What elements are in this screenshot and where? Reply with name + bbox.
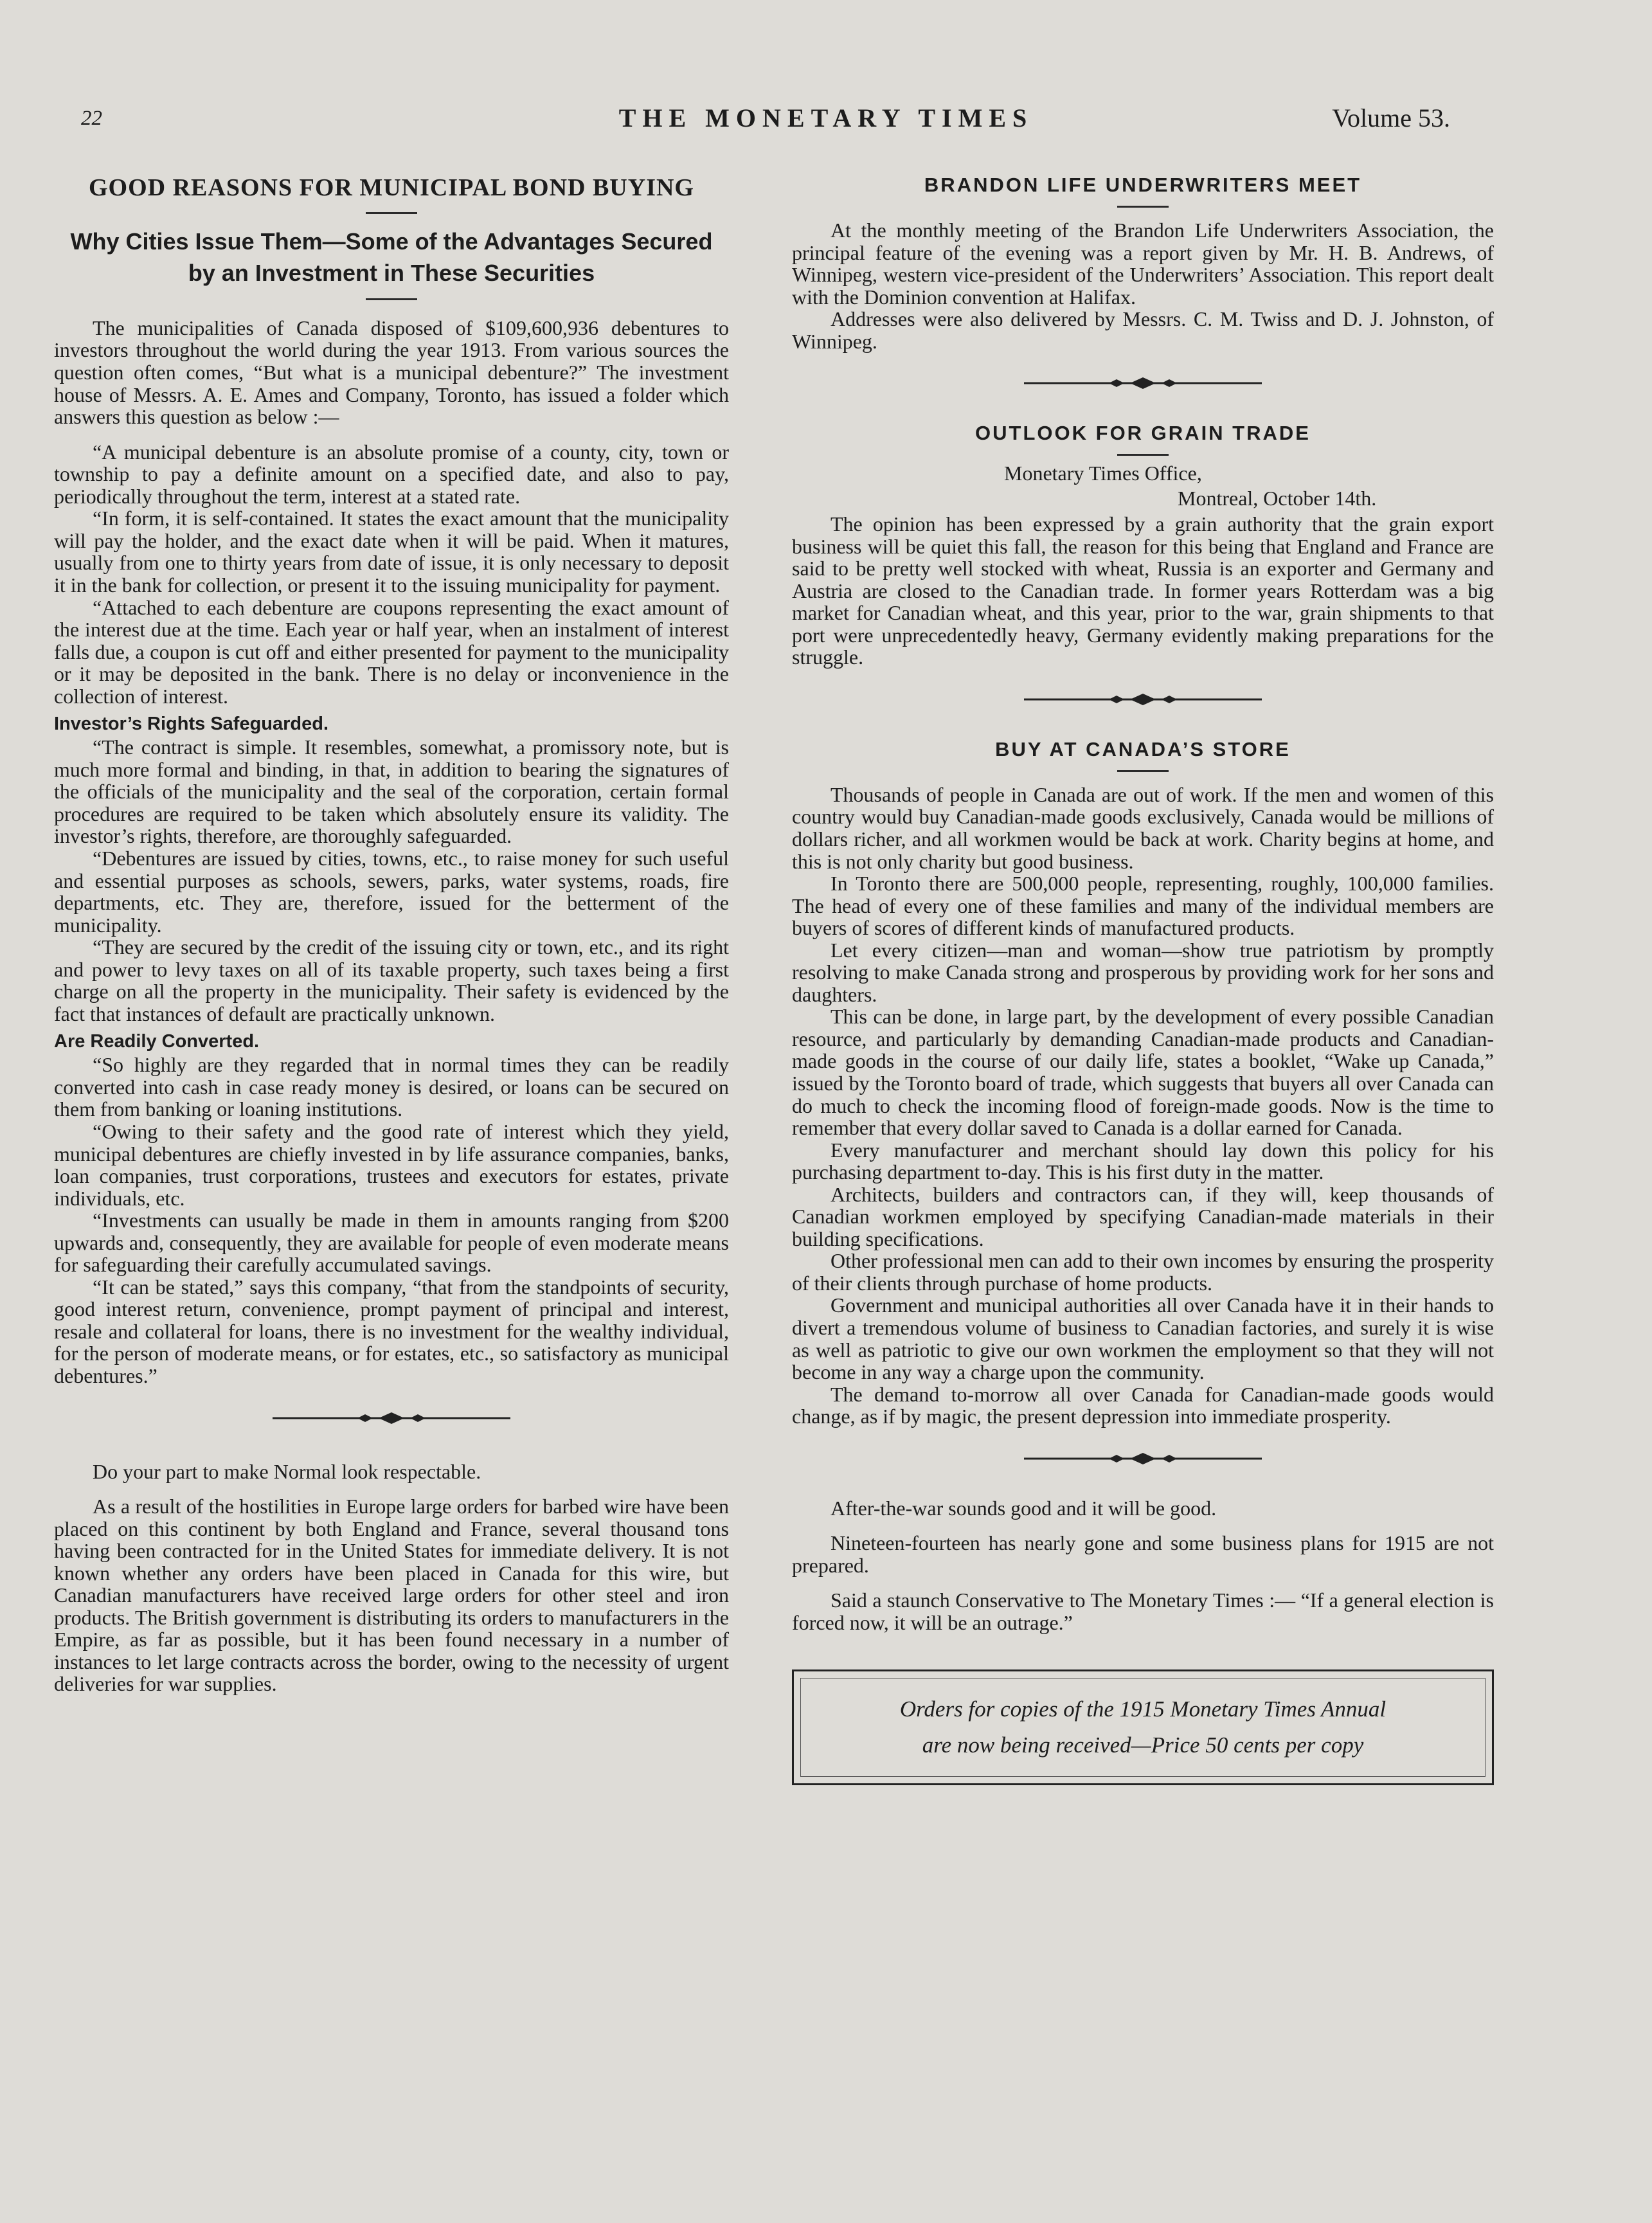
article-headline: BUY AT CANADA’S STORE	[995, 737, 1291, 760]
article-headline: OUTLOOK FOR GRAIN TRADE	[975, 422, 1311, 445]
rule-divider	[1117, 770, 1169, 772]
paragraph: “They are secured by the credit of the issuing city or town, etc., and its right and power to levy taxes on all of its taxable property, such taxes being a first charge on all the property in the municipality. Their safety is evidenced by the fact that instances of default are practically unknown.	[54, 935, 729, 1025]
paragraph: The opinion has been expressed by a grain authority that the grain export business will be quiet this fall, the reason for this being that England and France are said to be pretty well stocked with wheat, Russia is an exporter and Germany and Austria are closed to the Canadian trade. In former years Rotterdam was a big market for Canadian wheat, and this year, prior to the war, grain shipments to that port were unprecedentedly heavy, Germany evidently making preparations for the struggle.	[792, 512, 1494, 669]
paragraph: Addresses were also delivered by Messrs. C. M. Twiss and D. J. Johnston, of Winnipeg.	[792, 307, 1494, 353]
paragraph: Government and municipal authorities all over Canada have it in their hands to divert a tremendous volume of business to Canadian factories, and surely it is wise as well as patriotic to give our own workmen the employment so that they will not become in any way a charge upon the community.	[792, 1293, 1494, 1384]
paragraph: This can be done, in large part, by the development of every possible Canadian resource, and particularly by demanding Canadian-made products and Canadian-made goods in the course of our daily life, states a booklet, “Wake up Canada,” issued by the Toronto board of trade, which suggests that buyers all over Canada can do much to check the incoming flood of foreign-made goods. Now is the time to remember that every dollar saved to Canada is a dollar earned for Canada.	[792, 1005, 1494, 1140]
dateline: Montreal, October 14th.	[1178, 486, 1377, 510]
paragraph: The demand to-morrow all over Canada for Canadian-made goods would change, as if by magic, the present depression into immediate prosperity.	[792, 1382, 1494, 1428]
paragraph: “So highly are they regarded that in normal times they can be readily converted into cash in case ready money is desired, or loans can be secured on them from banking or loaning institutions.	[54, 1053, 729, 1121]
paragraph: “In form, it is self-contained. It states the exact amount that the municipality will pay the holder, and the exact date when it will be paid. When it matures, usually from one to thirty years from date of issue, it is only necessary to deposit it in the bank for collection, or present it to the issuing municipality for payment.	[54, 507, 729, 597]
article-headline: BRANDON LIFE UNDERWRITERS MEET	[924, 174, 1362, 196]
paragraph: Every manufacturer and merchant should lay down this policy for his purchasing department to-day. This is his first duty in the matter.	[792, 1138, 1494, 1184]
paragraph: As a result of the hostilities in Europe large orders for barbed wire have been placed on this continent by both England and France, several thousand tons having been contracted for in the United States for immediate delivery. It is not known whether any orders have been placed in Canada for this wire, but Canadian manufacturers have received large orders for other steel and iron products. The British government is distributing its orders to manufacturers in the Empire, as far as possible, but it has been found necessary in a number of instances to let large contracts across the border, owing to the necessity of urgent deliveries for war supplies.	[54, 1495, 729, 1696]
rule-divider	[1117, 206, 1169, 208]
paragraph: Architects, builders and contractors can, if they will, keep thousands of Canadian workmen employed by specifying Canadian-made materials in their building specifications.	[792, 1182, 1494, 1250]
ornament-divider	[1024, 1446, 1262, 1472]
paragraph: Said a staunch Conservative to The Monetary Times :— “If a general election is forced now, it will be an outrage.”	[792, 1589, 1494, 1634]
rule-divider	[1117, 454, 1169, 456]
paragraph: Nineteen-fourteen has nearly gone and some business plans for 1915 are not prepared.	[792, 1531, 1494, 1577]
paragraph: “It can be stated,” says this company, “that from the standpoints of security, good interest return, convenience, prompt payment of principal and interest, resale and collateral for loans, there is no investment for the wealthy individual, for the person of moderate means, or for estates, etc., so satisfactory as municipal debentures.”	[54, 1275, 729, 1387]
article-subhead: by an Investment in These Securities	[188, 260, 595, 287]
notice-inner-frame	[800, 1678, 1486, 1777]
paragraph: “Debentures are issued by cities, towns, etc., to raise money for such useful and essential purposes as schools, sewers, parks, water systems, roads, fire departments, etc. They are, therefore, issued for the betterment of the municipality.	[54, 846, 729, 937]
paragraph: After-the-war sounds good and it will be good.	[830, 1496, 1217, 1520]
left-column	[54, 174, 729, 1695]
paragraph: “Owing to their safety and the good rate of interest which they yield, municipal debentures are chiefly invested in by life assurance companies, banks, loan companies, trust corporations, trustees and executors for estates, private individuals, etc.	[54, 1119, 729, 1210]
article-headline: GOOD REASONS FOR MUNICIPAL BOND BUYING	[89, 174, 694, 201]
paragraph: Other professional men can add to their own incomes by ensuring the prosperity of their clients through purchase of home products.	[792, 1249, 1494, 1295]
paragraph: “Attached to each debenture are coupons representing the exact amount of the interest due at the time. Each year or half year, when an instalment of interest falls due, a coupon is cut off and either presented for payment to the municipality or it may be deposited in the bank. There is no delay or inconvenience in the collection of interest.	[54, 595, 729, 708]
paragraph: “Investments can usually be made in them in amounts ranging from $200 upwards and, consequently, they are available for people of even moderate means for safeguarding their carefully accumulated savings.	[54, 1209, 729, 1277]
paragraph: Thousands of people in Canada are out of work. If the men and women of this country would buy Canadian-made goods exclusively, Canada would be millions of dollars richer, and all workmen would be back at work. Charity begins at home, and this is not only charity but good business.	[792, 782, 1494, 873]
page-number: 22	[81, 107, 102, 130]
paragraph: At the monthly meeting of the Brandon Life Underwriters Association, the principal feature of the evening was a report given by Mr. H. B. Andrews, of Winnipeg, western vice-president of the Underwriters’ Association. This report dealt with the Dominion convention at Halifax.	[792, 219, 1494, 309]
section-subhead: Investor’s Rights Safeguarded.	[54, 714, 329, 735]
paragraph: “A municipal debenture is an absolute promise of a county, city, town or township to pay a definite amount on a specified date, and also to pay, periodically throughout the term, interest at a stated rate.	[54, 440, 729, 508]
paragraph: Let every citizen—man and woman—show true patriotism by promptly resolving to make Canada strong and prosperous by providing work for her sons and daughters.	[792, 938, 1494, 1006]
notice-line: Orders for copies of the 1915 Monetary Times Annual	[899, 1697, 1387, 1722]
volume-label: Volume 53.	[1332, 104, 1450, 132]
ornament-divider	[1024, 687, 1262, 712]
paragraph: In Toronto there are 500,000 people, representing, roughly, 100,000 families. The head of every one of these families and many of the individual members are buyers of scores of different kinds of manufactured products.	[792, 872, 1494, 940]
annual-order-notice	[792, 1670, 1494, 1785]
paragraph: “The contract is simple. It resembles, somewhat, a promissory note, but is much more formal and binding, in that, in addition to bearing the signatures of the officials of the municipality and the seal of the corporation, certain formal procedures are required to be taken which absolutely ensure its validity. The investor’s rights, therefore, are thoroughly safeguarded.	[54, 735, 729, 848]
ornament-divider	[273, 1405, 510, 1431]
dateline: Monetary Times Office,	[1004, 462, 1202, 485]
paragraph: The municipalities of Canada disposed of $109,600,936 debentures to investors throughout the world during the year 1913. From various sources the question often comes, “But what is a municipal debenture?” The investment house of Messrs. A. E. Ames and Company, Toronto, has issued a folder which answers this question as below :—	[54, 316, 729, 429]
rule-divider	[366, 298, 417, 300]
notice-line: are now being received—Price 50 cents per copy	[922, 1733, 1364, 1758]
right-column	[792, 174, 1494, 1785]
article-subhead: Why Cities Issue Them—Some of the Advantages Secured	[70, 228, 713, 255]
running-head	[0, 103, 1652, 141]
ornament-divider	[1024, 370, 1262, 396]
paragraph: Do your part to make Normal look respectable.	[93, 1459, 481, 1483]
rule-divider	[366, 212, 417, 214]
publication-title: THE MONETARY TIMES	[618, 104, 1034, 132]
section-subhead: Are Readily Converted.	[54, 1031, 260, 1052]
